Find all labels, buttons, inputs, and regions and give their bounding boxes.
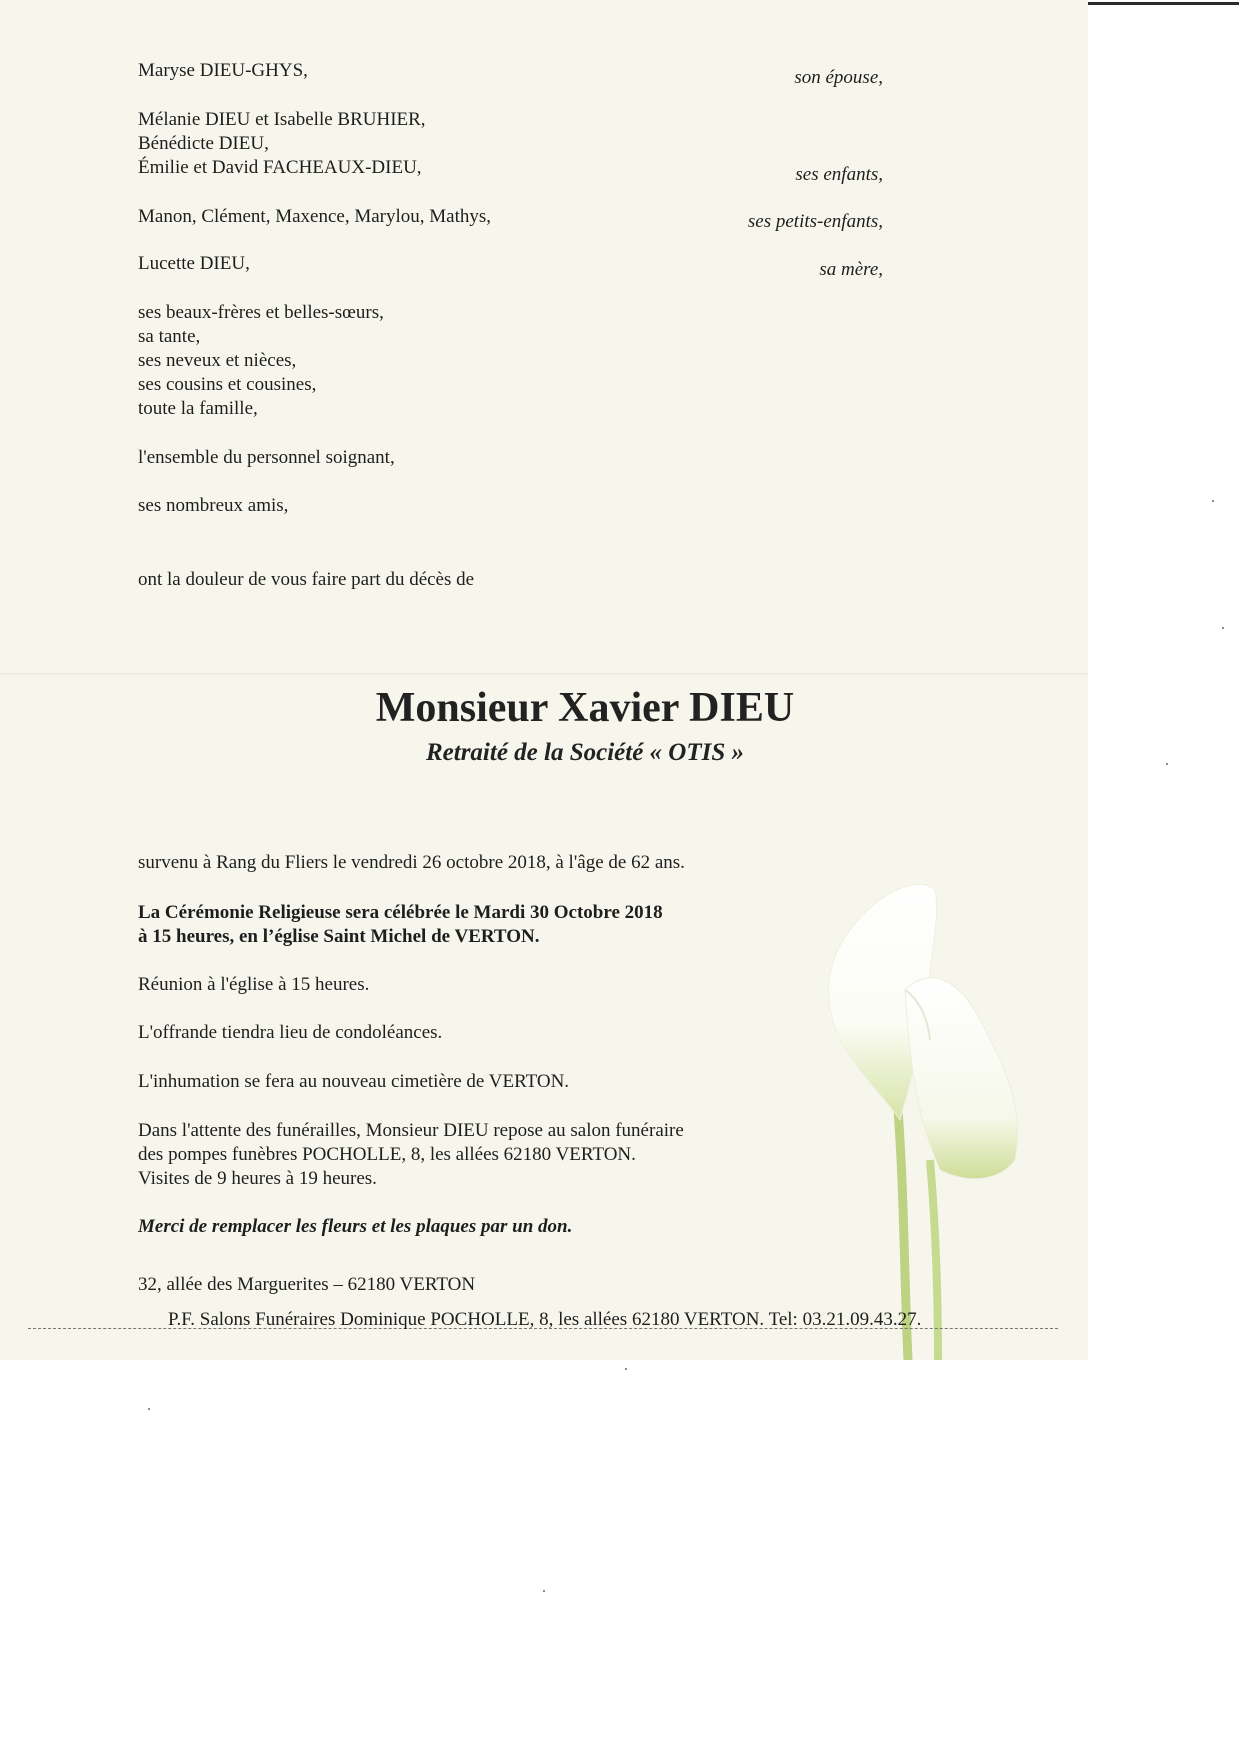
child-3: Émilie et David FACHEAUX-DIEU, xyxy=(138,157,422,178)
ceremony-line-2: à 15 heures, en l’église Saint Michel de VERTON. xyxy=(138,926,540,947)
meeting-line: Réunion à l'église à 15 heures. xyxy=(138,974,370,995)
spouse-role: son épouse, xyxy=(794,67,883,88)
scan-speck xyxy=(543,1590,545,1592)
relatives-4: ses cousins et cousines, xyxy=(138,374,317,395)
calla-lily-image xyxy=(800,870,1040,1360)
spouse-name: Maryse DIEU-GHYS, xyxy=(138,60,308,81)
death-line: survenu à Rang du Fliers le vendredi 26 octobre 2018, à l'âge de 62 ans. xyxy=(138,852,685,873)
mother-role: sa mère, xyxy=(819,259,883,280)
relatives-2: sa tante, xyxy=(138,326,201,347)
address-line: 32, allée des Marguerites – 62180 VERTON xyxy=(138,1274,476,1295)
grandchildren: Manon, Clément, Maxence, Marylou, Mathys, xyxy=(138,206,492,227)
announcement: ont la douleur de vous faire part du décès de xyxy=(138,569,475,590)
scan-speck xyxy=(1222,627,1224,629)
mother: Lucette DIEU, xyxy=(138,253,250,274)
scan-speck xyxy=(1166,763,1168,765)
staff: l'ensemble du personnel soignant, xyxy=(138,447,395,468)
flowers-note: Merci de remplacer les fleurs et les plaques par un don. xyxy=(138,1216,573,1237)
relatives-1: ses beaux-frères et belles-sœurs, xyxy=(138,302,384,323)
fold-line xyxy=(0,673,1088,675)
scan-speck xyxy=(1212,500,1214,502)
wake-line-1: Dans l'attente des funérailles, Monsieur DIEU repose au salon funéraire xyxy=(138,1120,684,1141)
friends: ses nombreux amis, xyxy=(138,495,289,516)
child-2: Bénédicte DIEU, xyxy=(138,133,269,154)
wake-line-3: Visites de 9 heures à 19 heures. xyxy=(138,1168,377,1189)
relatives-5: toute la famille, xyxy=(138,398,258,419)
children-role: ses enfants, xyxy=(795,164,883,185)
footer-line: P.F. Salons Funéraires Dominique POCHOLLE, 8, les allées 62180 VERTON. Tel: 03.21.09.43.27. xyxy=(168,1309,922,1330)
relatives-3: ses neveux et nièces, xyxy=(138,350,297,371)
scan-speck xyxy=(625,1368,627,1370)
grandchildren-role: ses petits-enfants, xyxy=(747,211,883,232)
wake-line-2: des pompes funèbres POCHOLLE, 8, les allées 62180 VERTON. xyxy=(138,1144,636,1165)
offering-line: L'offrande tiendra lieu de condoléances. xyxy=(138,1022,443,1043)
scan-speck xyxy=(148,1408,150,1410)
ceremony-line-1: La Cérémonie Religieuse sera célébrée le Mardi 30 Octobre 2018 xyxy=(138,902,663,923)
burial-line: L'inhumation se fera au nouveau cimetière de VERTON. xyxy=(138,1071,570,1092)
child-1: Mélanie DIEU et Isabelle BRUHIER, xyxy=(138,109,426,130)
deceased-title: Retraité de la Société « OTIS » xyxy=(425,739,745,766)
top-edge-line xyxy=(1088,2,1239,5)
deceased-name: Monsieur Xavier DIEU xyxy=(375,685,795,731)
